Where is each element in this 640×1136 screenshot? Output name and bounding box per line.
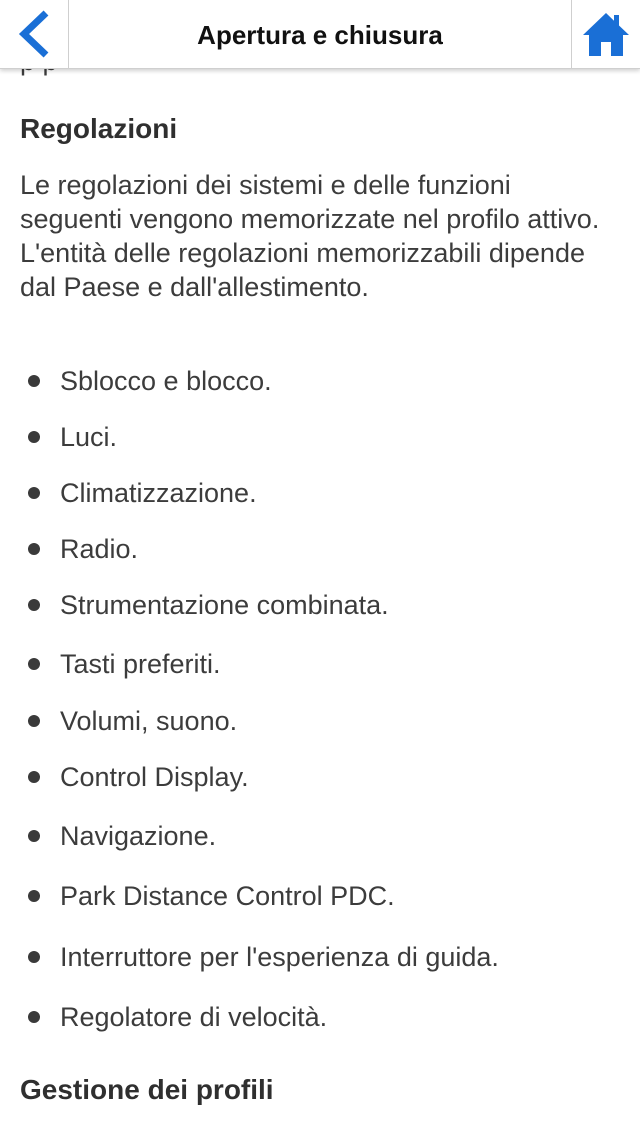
bullet-icon — [28, 431, 40, 443]
bullet-icon — [28, 487, 40, 499]
bullet-icon — [28, 951, 40, 963]
bullet-icon — [28, 715, 40, 727]
intro-paragraph: Le regolazioni dei sistemi e delle funzioni seguenti vengono memorizzate nel profilo attivo. L'entità delle regolazioni memorizzabili dipende dal Paese e dall'allestimento. — [20, 170, 600, 302]
bullet-icon — [28, 375, 40, 387]
bullet-icon — [28, 543, 40, 555]
section-heading-regolazioni: Regolazioni — [20, 113, 178, 144]
navigation-bar — [0, 0, 640, 69]
bullet-icon — [28, 658, 40, 670]
bullet-icon — [28, 830, 40, 842]
bullet-icon — [28, 890, 40, 902]
bullet-icon — [28, 599, 40, 611]
bullet-icon — [28, 771, 40, 783]
home-button[interactable] — [571, 0, 640, 68]
chevron-left-icon — [14, 8, 54, 60]
content-area: Regolazioni Le regolazioni dei sistemi e delle funzioni seguenti vengono memorizzate nel profilo attivo. L'entità delle regolazioni memorizzabili dipende dal Paese e dall'allestimento. Sblocco e blocco. Luci. Climatizzazione. Radio. Strumentazione combinata. Tasti preferiti. Volumi, suono. Control Display. Navigazione. Park Distance Control PDC. Interruttore per l'esperienza di guida. Regolatore di velocità. Gestione dei profili — [0, 0, 640, 1136]
page-title: Apertura e chiusura — [197, 20, 443, 50]
home-icon — [582, 10, 630, 58]
section-heading-gestione-profili: Gestione dei profili — [20, 1074, 274, 1105]
bullet-icon — [28, 1011, 40, 1023]
back-button[interactable] — [0, 0, 69, 68]
